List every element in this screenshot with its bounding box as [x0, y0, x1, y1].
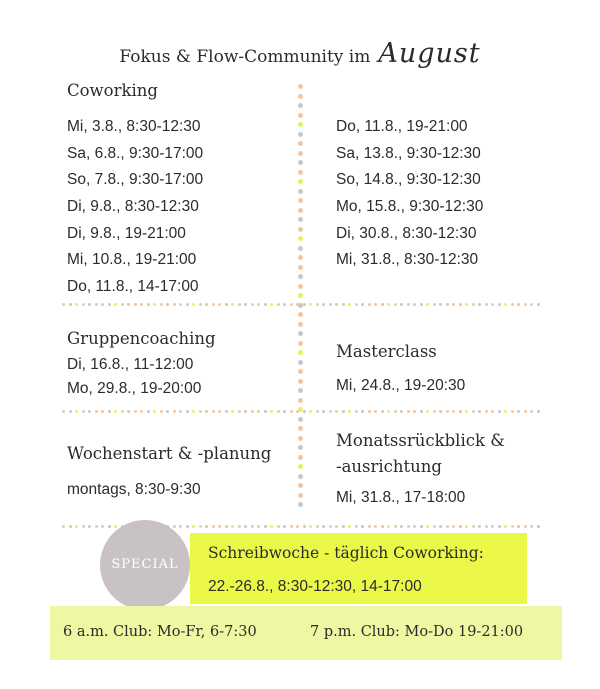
list-item: Mo, 15.8., 9:30-12:30 [336, 198, 484, 216]
divider-dot [342, 525, 345, 528]
divider-dot [298, 246, 303, 251]
divider-dot [400, 410, 403, 413]
divider-dot [298, 379, 303, 384]
divider-dot [316, 303, 319, 306]
divider-dot [298, 464, 303, 469]
evening-club: 7 p.m. Club: Mo-Do 19-21:00 [310, 624, 524, 640]
divider-dot [205, 303, 208, 306]
wochenstart-heading: Wochenstart & -planung [67, 444, 272, 463]
divider-dot [82, 410, 85, 413]
divider-dot [212, 303, 215, 306]
divider-dot [69, 410, 72, 413]
divider-dot [485, 525, 488, 528]
divider-dot [298, 274, 303, 279]
divider-dot [270, 525, 273, 528]
divider-dot [298, 312, 303, 317]
divider-dot [303, 410, 306, 413]
divider-dot [277, 410, 280, 413]
divider-dot [368, 525, 371, 528]
divider-dot [296, 410, 299, 413]
divider-dot [95, 525, 98, 528]
divider-dot [433, 410, 436, 413]
divider-dot [95, 410, 98, 413]
divider-dot [166, 303, 169, 306]
divider-dot [108, 525, 111, 528]
divider-dot [413, 303, 416, 306]
divider-dot [322, 303, 325, 306]
divider-dot [298, 483, 303, 488]
divider-dot [465, 410, 468, 413]
divider-dot [387, 303, 390, 306]
divider-dot [407, 303, 410, 306]
divider-dot [82, 303, 85, 306]
divider-dot [225, 410, 228, 413]
divider-dot [264, 525, 267, 528]
divider-dot [205, 410, 208, 413]
divider-dot [511, 525, 514, 528]
divider-dot [491, 525, 494, 528]
divider-dot [147, 410, 150, 413]
divider-dot [134, 410, 137, 413]
divider-dot [75, 410, 78, 413]
divider-dot [400, 303, 403, 306]
divider-dot [446, 303, 449, 306]
divider-dot [335, 525, 338, 528]
divider-dot [231, 410, 234, 413]
divider-dot [244, 303, 247, 306]
divider-dot [485, 410, 488, 413]
divider-dot [298, 103, 303, 108]
divider-dot [298, 341, 303, 346]
divider-dot [218, 410, 221, 413]
divider-dot [530, 410, 533, 413]
divider-dot [298, 474, 303, 479]
divider-dot [322, 525, 325, 528]
divider-dot [82, 525, 85, 528]
morning-club: 6 a.m. Club: Mo-Fr, 6-7:30 [63, 624, 257, 640]
divider-dot [251, 410, 254, 413]
divider-dot [478, 525, 481, 528]
divider-dot [524, 525, 527, 528]
masterclass-heading: Masterclass [336, 342, 437, 361]
divider-dot [298, 369, 303, 374]
divider-dot [530, 303, 533, 306]
divider-dot [498, 410, 501, 413]
divider-dot [298, 398, 303, 403]
divider-dot [298, 493, 303, 498]
divider-dot [452, 525, 455, 528]
divider-dot [420, 410, 423, 413]
divider-dot [298, 293, 303, 298]
divider-dot [459, 525, 462, 528]
divider-dot [426, 525, 429, 528]
list-item: Sa, 6.8., 9:30-17:00 [67, 144, 204, 162]
divider-dot [62, 303, 65, 306]
divider-dot [537, 525, 540, 528]
divider-dot [179, 303, 182, 306]
divider-dot [472, 303, 475, 306]
divider-dot [225, 303, 228, 306]
divider-dot [298, 160, 303, 165]
divider-dot [108, 410, 111, 413]
divider-dot [257, 303, 260, 306]
divider-dot [101, 303, 104, 306]
divider-dot [335, 303, 338, 306]
divider-dot [160, 303, 163, 306]
divider-dot [298, 255, 303, 260]
divider-dot [387, 525, 390, 528]
divider-dot [309, 303, 312, 306]
divider-dot [472, 525, 475, 528]
divider-dot [186, 410, 189, 413]
divider-dot [322, 410, 325, 413]
divider-dot [251, 525, 254, 528]
divider-dot [452, 410, 455, 413]
divider-dot [394, 410, 397, 413]
special-badge: SPECIAL [100, 520, 190, 610]
divider-dot [298, 217, 303, 222]
monatsrueckblick-heading-line2: -ausrichtung [336, 457, 442, 476]
divider-dot [439, 525, 442, 528]
divider-dot [387, 410, 390, 413]
divider-dot [62, 410, 65, 413]
divider-dot [374, 525, 377, 528]
divider-dot [114, 410, 117, 413]
divider-dot [517, 303, 520, 306]
divider-dot [524, 303, 527, 306]
divider-dot [298, 208, 303, 213]
divider-dot [186, 525, 189, 528]
divider-dot [264, 410, 267, 413]
divider-dot [205, 525, 208, 528]
divider-dot [283, 410, 286, 413]
divider-dot [511, 303, 514, 306]
divider-dot [298, 179, 303, 184]
divider-dot [298, 388, 303, 393]
divider-dot [270, 303, 273, 306]
list-item: So, 14.8., 9:30-12:30 [336, 171, 481, 189]
horizontal-dotted-divider [62, 409, 540, 413]
divider-dot [420, 303, 423, 306]
divider-dot [173, 303, 176, 306]
divider-dot [277, 525, 280, 528]
divider-dot [244, 410, 247, 413]
divider-dot [140, 303, 143, 306]
divider-dot [75, 525, 78, 528]
divider-dot [95, 303, 98, 306]
divider-dot [309, 410, 312, 413]
divider-dot [498, 303, 501, 306]
divider-dot [491, 303, 494, 306]
divider-dot [238, 303, 241, 306]
special-line2: 22.-26.8., 8:30-12:30, 14-17:00 [208, 578, 422, 595]
divider-dot [75, 303, 78, 306]
list-item: Mi, 31.8., 8:30-12:30 [336, 251, 479, 269]
list-item: Di, 9.8., 19-21:00 [67, 224, 186, 242]
divider-dot [199, 525, 202, 528]
list-item: Di, 16.8., 11-12:00 [67, 356, 194, 373]
divider-dot [407, 525, 410, 528]
divider-dot [413, 410, 416, 413]
divider-dot [257, 410, 260, 413]
divider-dot [342, 303, 345, 306]
divider-dot [459, 410, 462, 413]
vertical-dotted-divider [295, 84, 305, 516]
divider-dot [127, 303, 130, 306]
coworking-left-list [67, 114, 203, 301]
list-item: Do, 11.8., 14-17:00 [67, 278, 199, 296]
horizontal-dotted-divider [62, 302, 540, 306]
divider-dot [140, 410, 143, 413]
divider-dot [342, 410, 345, 413]
divider-dot [192, 303, 195, 306]
wochenstart-item: montags, 8:30-9:30 [67, 481, 201, 498]
divider-dot [62, 525, 65, 528]
divider-dot [335, 410, 338, 413]
divider-dot [374, 410, 377, 413]
divider-dot [298, 113, 303, 118]
divider-dot [121, 303, 124, 306]
list-item: Sa, 13.8., 9:30-12:30 [336, 144, 481, 162]
divider-dot [361, 525, 364, 528]
divider-dot [69, 303, 72, 306]
divider-dot [517, 410, 520, 413]
divider-dot [368, 303, 371, 306]
divider-dot [316, 410, 319, 413]
list-item: Di, 30.8., 8:30-12:30 [336, 224, 477, 242]
divider-dot [298, 198, 303, 203]
divider-dot [381, 410, 384, 413]
divider-dot [296, 303, 299, 306]
divider-dot [114, 525, 117, 528]
list-item: Mi, 10.8., 19-21:00 [67, 251, 197, 269]
divider-dot [298, 426, 303, 431]
list-item: Do, 11.8., 19-21:00 [336, 118, 468, 135]
divider-dot [218, 525, 221, 528]
divider-dot [212, 525, 215, 528]
divider-dot [329, 525, 332, 528]
divider-dot [298, 151, 303, 156]
divider-dot [446, 525, 449, 528]
divider-dot [355, 410, 358, 413]
divider-dot [186, 303, 189, 306]
divider-dot [361, 303, 364, 306]
divider-dot [290, 525, 293, 528]
divider-dot [199, 410, 202, 413]
divider-dot [348, 410, 351, 413]
divider-dot [298, 227, 303, 232]
divider-dot [153, 303, 156, 306]
divider-dot [485, 303, 488, 306]
divider-dot [465, 525, 468, 528]
divider-dot [439, 410, 442, 413]
divider-dot [348, 525, 351, 528]
divider-dot [439, 303, 442, 306]
divider-dot [88, 410, 91, 413]
divider-dot [290, 410, 293, 413]
special-line1: Schreibwoche - täglich Coworking: [208, 544, 484, 562]
divider-dot [290, 303, 293, 306]
divider-dot [192, 525, 195, 528]
divider-dot [298, 84, 303, 89]
divider-dot [296, 525, 299, 528]
divider-dot [298, 455, 303, 460]
divider-dot [231, 303, 234, 306]
divider-dot [257, 525, 260, 528]
divider-dot [270, 410, 273, 413]
divider-dot [303, 303, 306, 306]
divider-dot [283, 303, 286, 306]
divider-dot [114, 303, 117, 306]
divider-dot [147, 303, 150, 306]
divider-dot [298, 141, 303, 146]
divider-dot [298, 436, 303, 441]
divider-dot [264, 303, 267, 306]
divider-dot [478, 303, 481, 306]
divider-dot [298, 122, 303, 127]
divider-dot [329, 410, 332, 413]
divider-dot [381, 303, 384, 306]
divider-dot [251, 303, 254, 306]
divider-dot [394, 303, 397, 306]
divider-dot [498, 525, 501, 528]
divider-dot [303, 525, 306, 528]
gruppencoaching-heading: Gruppencoaching [67, 329, 216, 348]
page-title [0, 38, 600, 69]
divider-dot [298, 445, 303, 450]
divider-dot [179, 410, 182, 413]
divider-dot [394, 525, 397, 528]
divider-dot [298, 284, 303, 289]
divider-dot [472, 410, 475, 413]
divider-dot [504, 410, 507, 413]
divider-dot [298, 502, 303, 507]
divider-dot [407, 410, 410, 413]
divider-dot [361, 410, 364, 413]
divider-dot [283, 525, 286, 528]
divider-dot [277, 303, 280, 306]
divider-dot [298, 132, 303, 137]
divider-dot [173, 525, 176, 528]
divider-dot [192, 410, 195, 413]
divider-dot [426, 410, 429, 413]
divider-dot [433, 525, 436, 528]
divider-dot [108, 303, 111, 306]
divider-dot [298, 417, 303, 422]
divider-dot [298, 360, 303, 365]
divider-dot [537, 303, 540, 306]
divider-dot [298, 94, 303, 99]
divider-dot [298, 331, 303, 336]
divider-dot [134, 303, 137, 306]
divider-dot [160, 410, 163, 413]
divider-dot [218, 303, 221, 306]
divider-dot [121, 410, 124, 413]
monatsrueckblick-heading-line1: Monatssrückblick & [336, 431, 505, 450]
divider-dot [244, 525, 247, 528]
divider-dot [153, 410, 156, 413]
divider-dot [88, 303, 91, 306]
divider-dot [524, 410, 527, 413]
divider-dot [504, 525, 507, 528]
divider-dot [511, 410, 514, 413]
divider-dot [199, 303, 202, 306]
title-month: August [378, 38, 481, 69]
divider-dot [374, 303, 377, 306]
coworking-right-list [336, 114, 483, 274]
divider-dot [69, 525, 72, 528]
divider-dot [298, 265, 303, 270]
divider-dot [238, 410, 241, 413]
divider-dot [212, 410, 215, 413]
divider-dot [329, 303, 332, 306]
divider-dot [298, 189, 303, 194]
divider-dot [101, 525, 104, 528]
divider-dot [478, 410, 481, 413]
divider-dot [465, 303, 468, 306]
divider-dot [298, 350, 303, 355]
divider-dot [238, 525, 241, 528]
divider-dot [225, 525, 228, 528]
divider-dot [400, 525, 403, 528]
divider-dot [298, 322, 303, 327]
divider-dot [433, 303, 436, 306]
divider-dot [348, 303, 351, 306]
coworking-heading: Coworking [67, 81, 158, 100]
divider-dot [166, 410, 169, 413]
divider-dot [368, 410, 371, 413]
divider-dot [517, 525, 520, 528]
divider-dot [426, 303, 429, 306]
divider-dot [88, 525, 91, 528]
divider-dot [504, 303, 507, 306]
divider-dot [381, 525, 384, 528]
gruppencoaching-list [67, 353, 201, 401]
divider-dot [537, 410, 540, 413]
divider-dot [298, 236, 303, 241]
divider-dot [355, 525, 358, 528]
divider-dot [420, 525, 423, 528]
monatsrueckblick-item: Mi, 31.8., 17-18:00 [336, 489, 466, 506]
divider-dot [446, 410, 449, 413]
masterclass-item: Mi, 24.8., 19-20:30 [336, 377, 466, 394]
divider-dot [231, 525, 234, 528]
divider-dot [413, 525, 416, 528]
list-item: Di, 9.8., 8:30-12:30 [67, 198, 199, 216]
divider-dot [298, 170, 303, 175]
divider-dot [179, 525, 182, 528]
divider-dot [127, 410, 130, 413]
list-item: Mi, 3.8., 8:30-12:30 [67, 118, 201, 135]
list-item: Mo, 29.8., 19-20:00 [67, 380, 202, 397]
divider-dot [316, 525, 319, 528]
divider-dot [309, 525, 312, 528]
divider-dot [101, 410, 104, 413]
divider-dot [173, 410, 176, 413]
divider-dot [355, 303, 358, 306]
divider-dot [459, 303, 462, 306]
divider-dot [530, 525, 533, 528]
list-item: So, 7.8., 9:30-17:00 [67, 171, 204, 189]
divider-dot [452, 303, 455, 306]
divider-dot [491, 410, 494, 413]
title-text: Fokus & Flow-Community im [119, 47, 371, 67]
